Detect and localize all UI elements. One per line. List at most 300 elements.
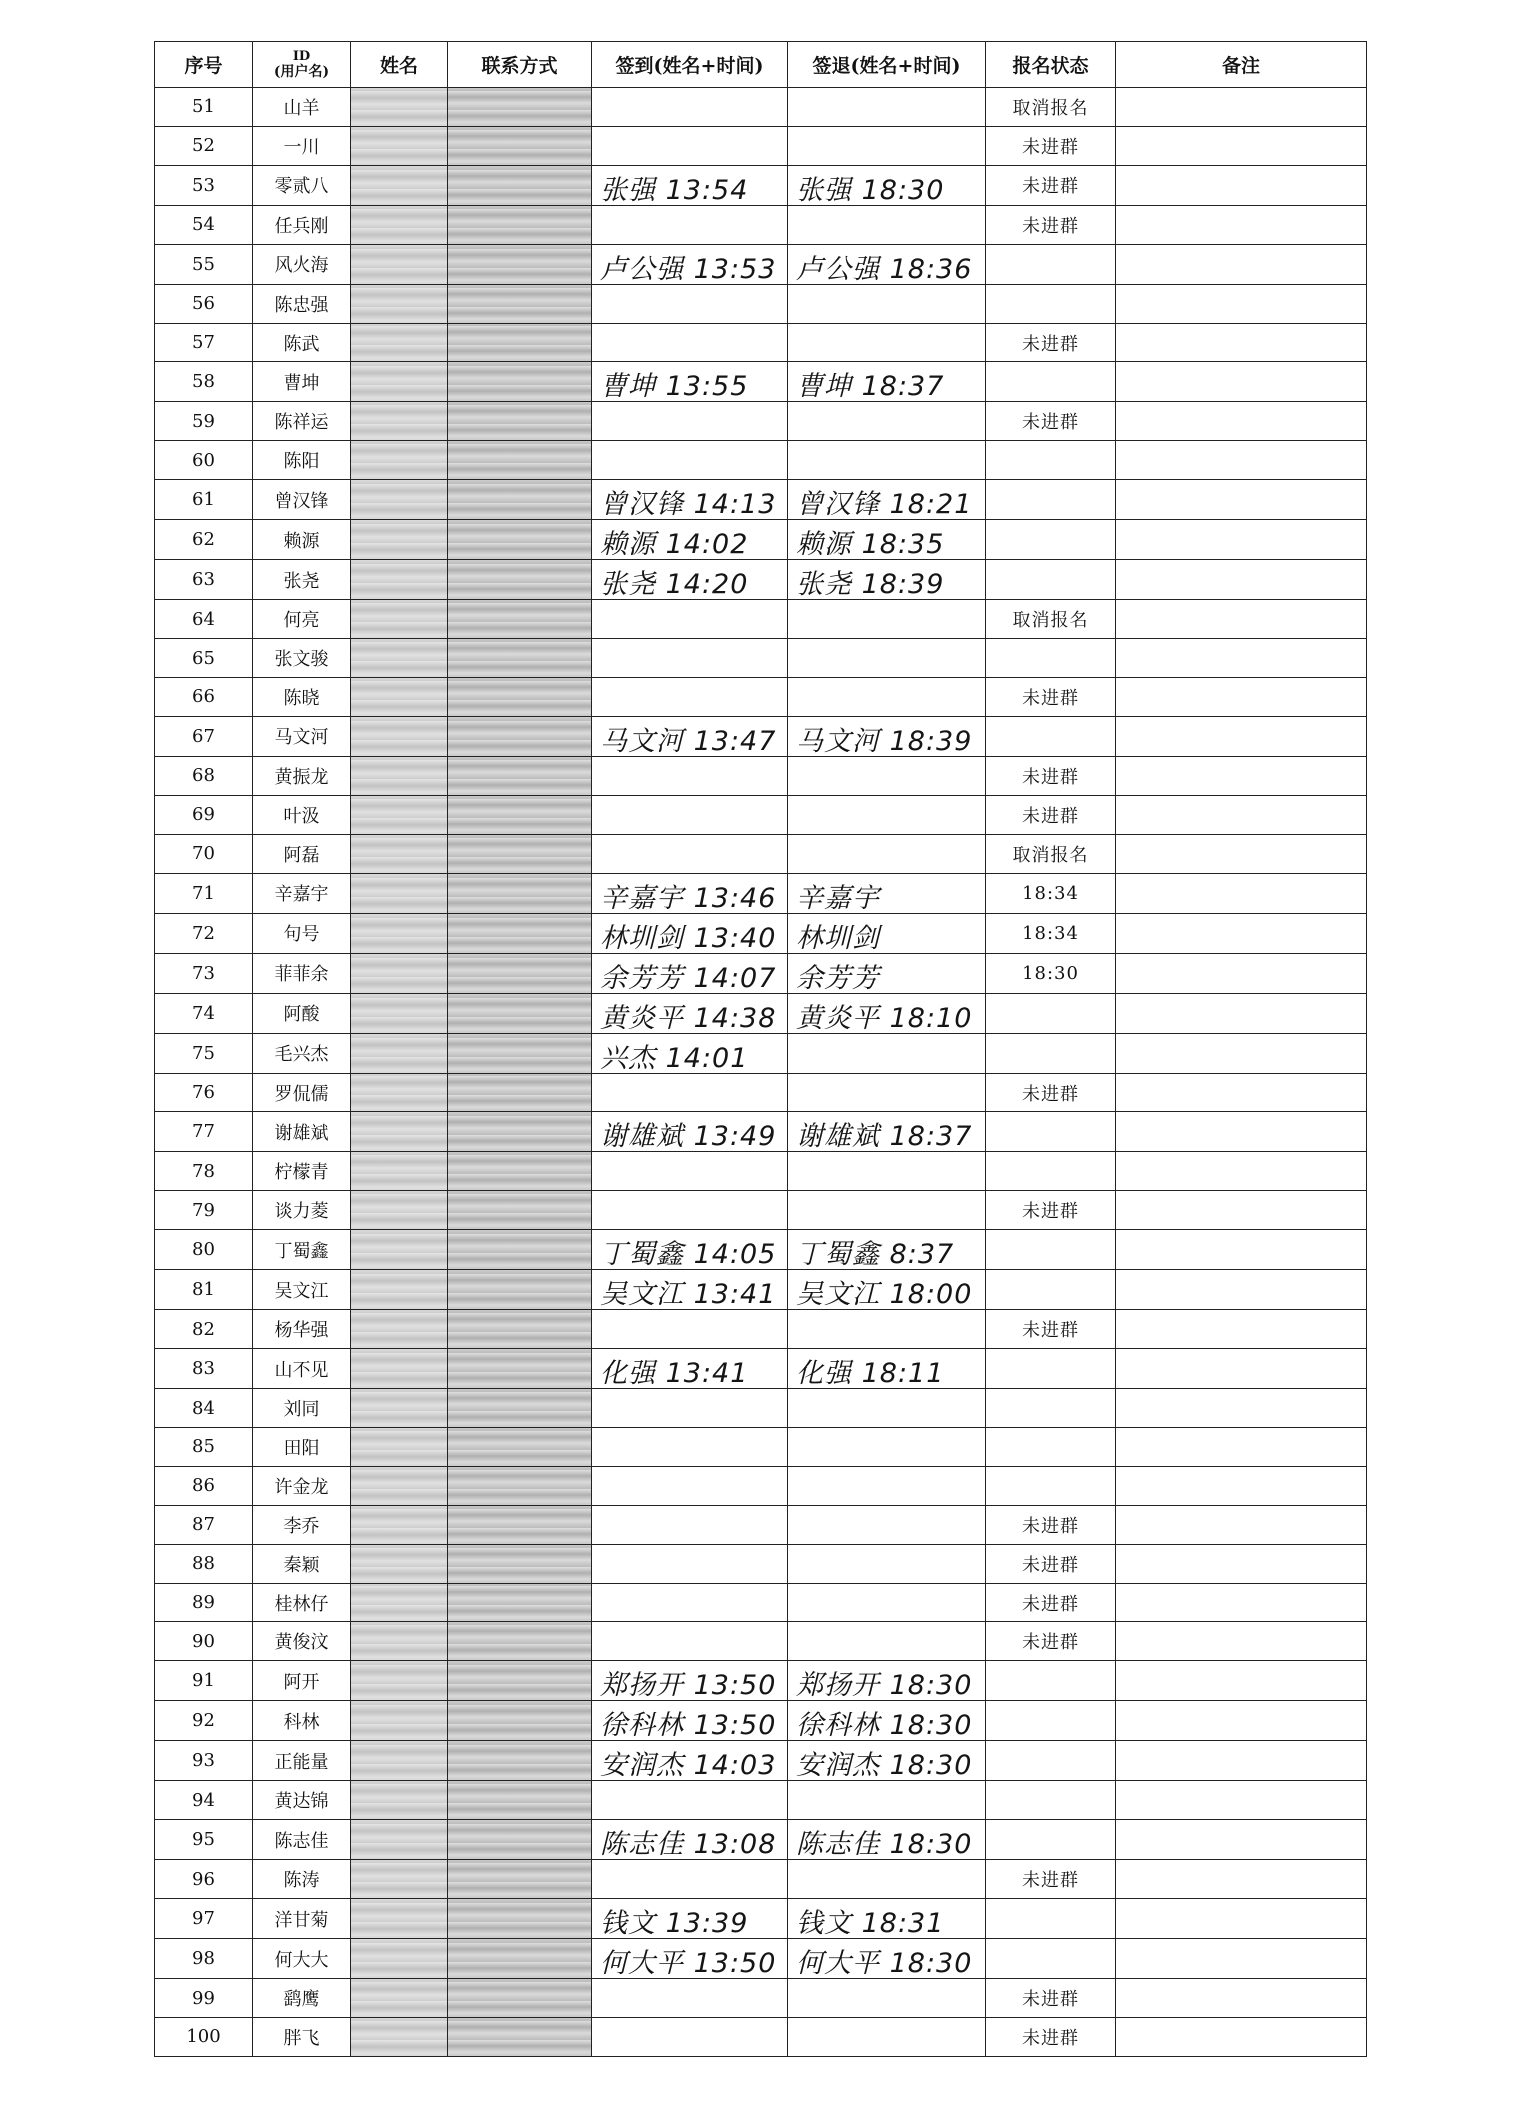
status-cell: 取消报名 [986, 600, 1116, 639]
redaction-mask [448, 993, 592, 1033]
remark-cell [1116, 756, 1367, 795]
redaction-mask [448, 1270, 592, 1310]
signin-cell [592, 795, 788, 834]
redaction-mask [351, 1389, 448, 1428]
user-id-cell: 黄俊汶 [253, 1622, 351, 1661]
redaction-mask [448, 480, 592, 520]
user-id-cell: 菲菲余 [253, 953, 351, 993]
contact-cell-redacted [448, 639, 592, 678]
contact-cell-redacted [448, 1073, 592, 1112]
name-cell-redacted [351, 441, 448, 480]
remark-cell [1116, 362, 1367, 402]
table-row [155, 165, 1367, 205]
table-row [155, 1428, 1367, 1467]
user-id-cell: 一川 [253, 126, 351, 165]
table-row [155, 560, 1367, 600]
table-row [155, 1741, 1367, 1781]
contact-cell-redacted [448, 1466, 592, 1505]
seq-cell: 78 [155, 1152, 253, 1191]
signin-cell [592, 1939, 788, 1979]
name-cell-redacted [351, 1389, 448, 1428]
signin-cell-text: 赖源 14:02 [600, 529, 749, 561]
signout-cell [788, 1310, 986, 1349]
signout-cell [788, 1112, 986, 1152]
user-id-cell: 辛嘉宇 [253, 873, 351, 913]
redaction-mask [448, 88, 592, 127]
signin-cell [592, 1622, 788, 1661]
contact-cell-redacted [448, 1230, 592, 1270]
table-row [155, 834, 1367, 873]
signin-cell [592, 2018, 788, 2057]
contact-cell-redacted [448, 1701, 592, 1741]
redaction-mask [448, 756, 592, 795]
header-contact: 联系方式 [448, 42, 592, 88]
remark-cell [1116, 1073, 1367, 1112]
status-cell: 未进群 [986, 1544, 1116, 1583]
name-cell-redacted [351, 716, 448, 756]
signin-cell-text: 黄炎平 14:38 [600, 1002, 777, 1034]
contact-cell-redacted [448, 795, 592, 834]
seq-cell: 97 [155, 1899, 253, 1939]
redaction-mask [351, 716, 448, 756]
redaction-mask [448, 795, 592, 834]
remark-cell [1116, 1820, 1367, 1860]
header-name: 姓名 [351, 42, 448, 88]
signin-cell [592, 1112, 788, 1152]
redaction-mask [448, 284, 592, 323]
redaction-mask [351, 1544, 448, 1583]
contact-cell-redacted [448, 1781, 592, 1820]
redaction-mask [351, 88, 448, 127]
signin-cell-text: 余芳芳 14:07 [600, 962, 777, 994]
remark-cell [1116, 1544, 1367, 1583]
signin-cell [592, 1505, 788, 1544]
signin-sheet [154, 41, 1366, 2057]
redaction-mask [448, 600, 592, 639]
signout-cell [788, 1701, 986, 1741]
redaction-mask [351, 1505, 448, 1544]
signout-cell [788, 795, 986, 834]
name-cell-redacted [351, 1860, 448, 1899]
remark-cell [1116, 1860, 1367, 1899]
signout-cell [788, 1505, 986, 1544]
name-cell-redacted [351, 480, 448, 520]
redaction-mask [351, 873, 448, 913]
seq-cell: 76 [155, 1073, 253, 1112]
remark-cell [1116, 560, 1367, 600]
status-cell [986, 716, 1116, 756]
redaction-mask [351, 639, 448, 678]
signin-cell [592, 284, 788, 323]
redaction-mask [448, 441, 592, 480]
name-cell-redacted [351, 913, 448, 953]
redaction-mask [448, 1230, 592, 1270]
signin-cell-text: 安润杰 14:03 [600, 1750, 777, 1782]
contact-cell-redacted [448, 1860, 592, 1899]
signout-cell [788, 1860, 986, 1899]
table-row [155, 1152, 1367, 1191]
name-cell-redacted [351, 1349, 448, 1389]
signin-cell-text: 张强 13:54 [600, 174, 749, 206]
seq-cell: 63 [155, 560, 253, 600]
signin-cell-text: 兴杰 14:01 [600, 1042, 749, 1074]
status-cell [986, 1661, 1116, 1701]
signout-cell-text: 谢雄斌 18:37 [796, 1121, 973, 1153]
redaction-mask [351, 402, 448, 441]
redaction-mask [448, 1505, 592, 1544]
signin-cell [592, 560, 788, 600]
redaction-mask [448, 953, 592, 993]
redaction-mask [351, 441, 448, 480]
table-row [155, 756, 1367, 795]
contact-cell-redacted [448, 600, 592, 639]
name-cell-redacted [351, 323, 448, 362]
contact-cell-redacted [448, 284, 592, 323]
seq-cell: 57 [155, 323, 253, 362]
table-row [155, 1939, 1367, 1979]
signout-cell [788, 284, 986, 323]
contact-cell-redacted [448, 1820, 592, 1860]
signin-cell [592, 1741, 788, 1781]
remark-cell [1116, 1661, 1367, 1701]
signin-cell-text: 林圳剑 13:40 [600, 922, 777, 954]
status-cell [986, 1270, 1116, 1310]
signout-cell [788, 441, 986, 480]
contact-cell-redacted [448, 1899, 592, 1939]
redaction-mask [351, 1466, 448, 1505]
redaction-mask [351, 1073, 448, 1112]
name-cell-redacted [351, 756, 448, 795]
seq-cell: 64 [155, 600, 253, 639]
seq-cell: 70 [155, 834, 253, 873]
user-id-cell: 任兵刚 [253, 205, 351, 244]
signin-cell [592, 716, 788, 756]
contact-cell-redacted [448, 1741, 592, 1781]
status-cell [986, 1349, 1116, 1389]
signout-cell [788, 1741, 986, 1781]
name-cell-redacted [351, 520, 448, 560]
signout-cell-text: 丁蜀鑫 8:37 [796, 1239, 955, 1271]
signin-cell [592, 205, 788, 244]
status-cell [986, 362, 1116, 402]
signin-cell [592, 1899, 788, 1939]
table-row [155, 1270, 1367, 1310]
user-id-cell: 陈晓 [253, 678, 351, 717]
status-cell: 取消报名 [986, 88, 1116, 127]
table-row [155, 993, 1367, 1033]
redaction-mask [448, 2018, 592, 2057]
signin-cell [592, 1191, 788, 1230]
signout-cell-text: 张尧 18:39 [796, 569, 945, 601]
table-row [155, 678, 1367, 717]
header-signout: 签退(姓名+时间) [788, 42, 986, 88]
remark-cell [1116, 1033, 1367, 1073]
remark-cell [1116, 1152, 1367, 1191]
user-id-cell: 李乔 [253, 1505, 351, 1544]
table-row [155, 126, 1367, 165]
status-cell [986, 560, 1116, 600]
signout-cell-text: 张强 18:30 [796, 174, 945, 206]
redaction-mask [448, 1661, 592, 1701]
user-id-cell: 吴文江 [253, 1270, 351, 1310]
remark-cell [1116, 165, 1367, 205]
status-cell [986, 1820, 1116, 1860]
name-cell-redacted [351, 1583, 448, 1622]
signout-cell-text: 林圳剑 [796, 922, 880, 954]
redaction-mask [448, 1939, 592, 1979]
status-cell [986, 1389, 1116, 1428]
seq-cell: 51 [155, 88, 253, 127]
name-cell-redacted [351, 205, 448, 244]
redaction-mask [448, 873, 592, 913]
user-id-cell: 曹坤 [253, 362, 351, 402]
user-id-cell: 秦颖 [253, 1544, 351, 1583]
signout-cell [788, 244, 986, 284]
table-row [155, 480, 1367, 520]
table-row [155, 795, 1367, 834]
remark-cell [1116, 520, 1367, 560]
signin-cell [592, 165, 788, 205]
name-cell-redacted [351, 873, 448, 913]
table-row [155, 1073, 1367, 1112]
signin-cell-text: 徐科林 13:50 [600, 1710, 777, 1742]
signin-cell [592, 88, 788, 127]
user-id-cell: 张尧 [253, 560, 351, 600]
name-cell-redacted [351, 1466, 448, 1505]
signout-cell [788, 716, 986, 756]
contact-cell-redacted [448, 993, 592, 1033]
status-cell [986, 639, 1116, 678]
signout-cell [788, 560, 986, 600]
redaction-mask [351, 1860, 448, 1899]
redaction-mask [351, 244, 448, 284]
signout-cell-text: 曾汉锋 18:21 [796, 489, 973, 521]
status-cell [986, 284, 1116, 323]
table-row [155, 441, 1367, 480]
remark-cell [1116, 1428, 1367, 1467]
user-id-cell: 黄达锦 [253, 1781, 351, 1820]
name-cell-redacted [351, 953, 448, 993]
signout-cell-text: 徐科林 18:30 [796, 1710, 973, 1742]
table-row [155, 88, 1367, 127]
redaction-mask [351, 953, 448, 993]
user-id-cell: 零贰八 [253, 165, 351, 205]
remark-cell [1116, 913, 1367, 953]
signin-cell [592, 678, 788, 717]
signout-cell [788, 993, 986, 1033]
remark-cell [1116, 1310, 1367, 1349]
remark-cell [1116, 323, 1367, 362]
signout-cell [788, 165, 986, 205]
user-id-cell: 胖飞 [253, 2018, 351, 2057]
header-signin: 签到(姓名+时间) [592, 42, 788, 88]
contact-cell-redacted [448, 441, 592, 480]
signin-cell [592, 953, 788, 993]
user-id-cell: 陈武 [253, 323, 351, 362]
status-cell: 未进群 [986, 165, 1116, 205]
table-row [155, 1979, 1367, 2018]
user-id-cell: 柠檬青 [253, 1152, 351, 1191]
contact-cell-redacted [448, 88, 592, 127]
seq-cell: 65 [155, 639, 253, 678]
signin-cell [592, 1310, 788, 1349]
redaction-mask [351, 1230, 448, 1270]
table-row [155, 284, 1367, 323]
remark-cell [1116, 2018, 1367, 2057]
signin-cell [592, 244, 788, 284]
name-cell-redacted [351, 1899, 448, 1939]
header-status: 报名状态 [986, 42, 1116, 88]
redaction-mask [448, 1428, 592, 1467]
contact-cell-redacted [448, 1152, 592, 1191]
remark-cell [1116, 1466, 1367, 1505]
redaction-mask [448, 165, 592, 205]
signout-cell [788, 1466, 986, 1505]
remark-cell [1116, 716, 1367, 756]
signin-cell [592, 1428, 788, 1467]
remark-cell [1116, 205, 1367, 244]
signout-cell [788, 402, 986, 441]
redaction-mask [448, 560, 592, 600]
table-row [155, 1781, 1367, 1820]
remark-cell [1116, 834, 1367, 873]
signin-cell [592, 520, 788, 560]
table-row [155, 1389, 1367, 1428]
remark-cell [1116, 244, 1367, 284]
table-row [155, 205, 1367, 244]
redaction-mask [448, 678, 592, 717]
remark-cell [1116, 1349, 1367, 1389]
redaction-mask [351, 1899, 448, 1939]
contact-cell-redacted [448, 1661, 592, 1701]
status-cell: 未进群 [986, 323, 1116, 362]
name-cell-redacted [351, 1741, 448, 1781]
status-cell: 18:30 [986, 953, 1116, 993]
user-id-cell: 陈涛 [253, 1860, 351, 1899]
name-cell-redacted [351, 1505, 448, 1544]
header-remark: 备注 [1116, 42, 1367, 88]
name-cell-redacted [351, 639, 448, 678]
name-cell-redacted [351, 1270, 448, 1310]
signin-cell [592, 993, 788, 1033]
remark-cell [1116, 1389, 1367, 1428]
signin-cell [592, 1701, 788, 1741]
seq-cell: 53 [155, 165, 253, 205]
signout-cell-text: 吴文江 18:00 [796, 1279, 973, 1311]
signin-cell [592, 1033, 788, 1073]
signout-cell [788, 600, 986, 639]
seq-cell: 96 [155, 1860, 253, 1899]
signin-cell [592, 402, 788, 441]
signout-cell-text: 化强 18:11 [796, 1358, 945, 1390]
signin-cell [592, 1781, 788, 1820]
signout-cell [788, 480, 986, 520]
contact-cell-redacted [448, 834, 592, 873]
seq-cell: 99 [155, 1979, 253, 2018]
redaction-mask [448, 1583, 592, 1622]
signout-cell [788, 834, 986, 873]
seq-cell: 94 [155, 1781, 253, 1820]
user-id-cell: 罗侃儒 [253, 1073, 351, 1112]
user-id-cell: 正能量 [253, 1741, 351, 1781]
remark-cell [1116, 1979, 1367, 2018]
table-row [155, 1310, 1367, 1349]
remark-cell [1116, 1112, 1367, 1152]
signout-cell [788, 1191, 986, 1230]
signin-cell [592, 480, 788, 520]
table-row [155, 244, 1367, 284]
signout-cell [788, 913, 986, 953]
signout-cell-text: 钱文 18:31 [796, 1908, 945, 1940]
signin-cell-text: 曾汉锋 14:13 [600, 489, 777, 521]
table-row [155, 323, 1367, 362]
contact-cell-redacted [448, 402, 592, 441]
user-id-cell: 张文骏 [253, 639, 351, 678]
user-id-cell: 何大大 [253, 1939, 351, 1979]
user-id-cell: 刘同 [253, 1389, 351, 1428]
table-row [155, 1466, 1367, 1505]
table-row [155, 1505, 1367, 1544]
seq-cell: 61 [155, 480, 253, 520]
signout-cell [788, 1622, 986, 1661]
name-cell-redacted [351, 1979, 448, 2018]
seq-cell: 77 [155, 1112, 253, 1152]
redaction-mask [351, 1583, 448, 1622]
signin-cell [592, 600, 788, 639]
signin-cell [592, 1349, 788, 1389]
user-id-cell: 马文河 [253, 716, 351, 756]
attendance-table [154, 41, 1367, 2057]
signin-cell [592, 1583, 788, 1622]
status-cell [986, 1899, 1116, 1939]
redaction-mask [351, 678, 448, 717]
status-cell [986, 441, 1116, 480]
redaction-mask [351, 913, 448, 953]
signin-cell-text: 辛嘉宇 13:46 [600, 882, 777, 914]
contact-cell-redacted [448, 873, 592, 913]
user-id-cell: 谈力菱 [253, 1191, 351, 1230]
name-cell-redacted [351, 1781, 448, 1820]
user-id-cell: 阿开 [253, 1661, 351, 1701]
seq-cell: 59 [155, 402, 253, 441]
redaction-mask [351, 323, 448, 362]
status-cell [986, 1701, 1116, 1741]
remark-cell [1116, 639, 1367, 678]
status-cell: 18:34 [986, 913, 1116, 953]
signin-cell [592, 1661, 788, 1701]
redaction-mask [351, 1033, 448, 1073]
header-id-line2: (用户名) [273, 64, 330, 80]
status-cell [986, 1939, 1116, 1979]
status-cell: 未进群 [986, 205, 1116, 244]
contact-cell-redacted [448, 520, 592, 560]
redaction-mask [448, 1112, 592, 1152]
table-row [155, 1230, 1367, 1270]
redaction-mask [351, 1701, 448, 1741]
contact-cell-redacted [448, 244, 592, 284]
name-cell-redacted [351, 993, 448, 1033]
user-id-cell: 陈阳 [253, 441, 351, 480]
seq-cell: 84 [155, 1389, 253, 1428]
contact-cell-redacted [448, 205, 592, 244]
signin-cell [592, 126, 788, 165]
seq-cell: 75 [155, 1033, 253, 1073]
user-id-cell: 山不见 [253, 1349, 351, 1389]
redaction-mask [448, 1191, 592, 1230]
signout-cell [788, 678, 986, 717]
seq-cell: 91 [155, 1661, 253, 1701]
signin-cell [592, 873, 788, 913]
